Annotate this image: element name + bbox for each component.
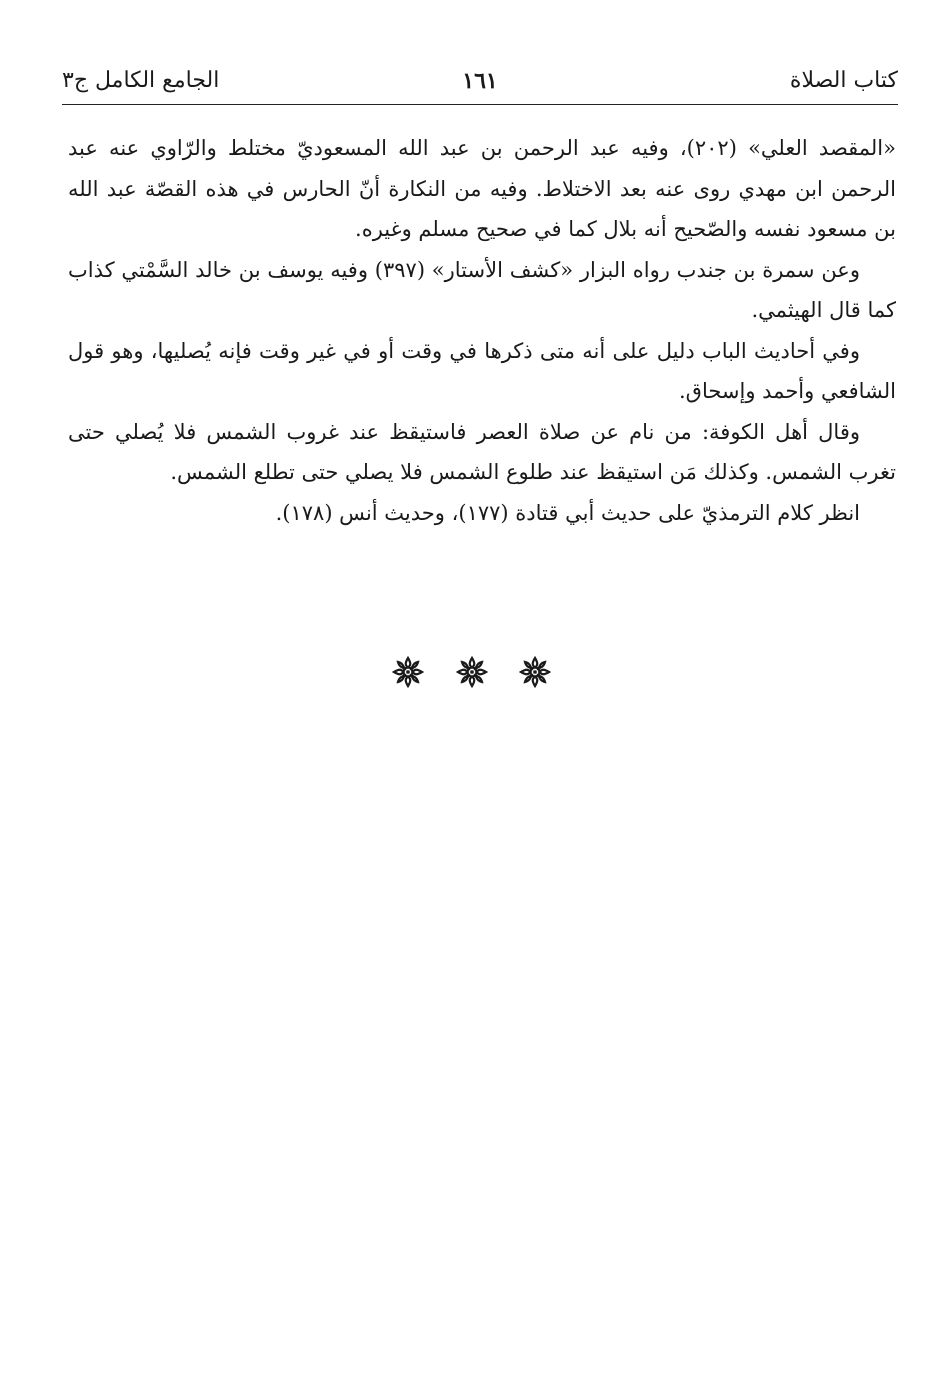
paragraph-3: وفي أحاديث الباب دليل على أنه متى ذكرها في وقت أو في غير وقت فإنه يُصليها، وهو قول الشافعي وأحمد وإسحاق. <box>68 338 896 403</box>
running-head-book: الجامع الكامل ج٣ <box>62 68 220 93</box>
page-header <box>62 62 898 106</box>
running-head-chapter: كتاب الصلاة <box>789 68 898 93</box>
page-number: ١٦١ <box>462 68 498 94</box>
main-text <box>68 128 896 533</box>
floral-ornament-icon <box>519 656 551 688</box>
section-end-ornaments <box>0 656 943 688</box>
paragraph-5: انظر كلام الترمذيّ على حديث أبي قتادة (١٧٧)، وحديث أنس (١٧٨). <box>275 500 860 525</box>
paragraph-2: وعن سمرة بن جندب رواه البزار «كشف الأستار» (٣٩٧) وفيه يوسف بن خالد السَّمْتي كذاب كما قال الهيثمي. <box>68 257 896 322</box>
paragraph-1: «المقصد العلي» (٢٠٢)، وفيه عبد الرحمن بن عبد الله المسعوديّ مختلط والرّاوي عنه عبد الرحمن ابن مهدي روى عنه بعد الاختلاط. وفيه من النكارة أنّ الحارس في هذه القصّة عبد الله بن مسعود نفسه والصّحيح أنه بلال كما في صحيح مسلم وغيره. <box>68 136 896 241</box>
floral-ornament-icon <box>456 656 488 688</box>
paragraph-4: وقال أهل الكوفة: من نام عن صلاة العصر فاستيقظ عند غروب الشمس فلا يُصلي حتى تغرب الشمس. وكذلك مَن استيقظ عند طلوع الشمس فلا يصلي حتى تطلع الشمس. <box>68 419 896 484</box>
floral-ornament-icon <box>392 656 424 688</box>
header-divider <box>62 104 898 105</box>
